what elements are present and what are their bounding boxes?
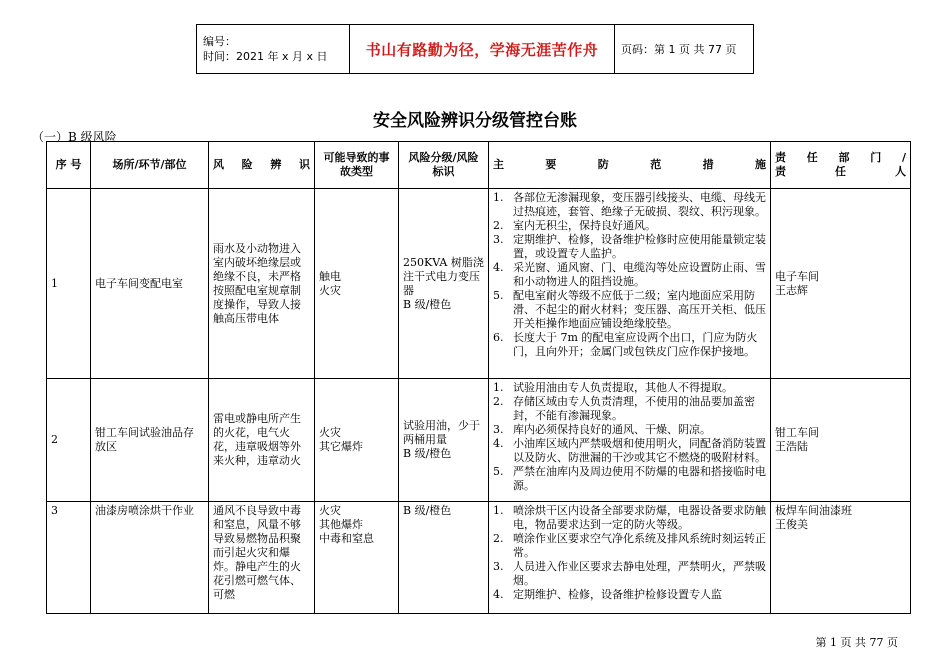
measure-item	[493, 423, 766, 437]
cell-measures	[489, 189, 771, 379]
header-responsible	[771, 142, 911, 189]
document-header	[196, 24, 754, 74]
measure-number: 3.	[493, 233, 504, 246]
measure-item	[493, 437, 766, 465]
measure-number: 4.	[493, 588, 504, 601]
measure-item	[493, 560, 766, 588]
measure-text: 长度大于 7m 的配电室应设两个出口，门应为防火门，且向外开；金属门或包铁皮门应作保护接地。	[513, 331, 758, 358]
measures-list	[493, 381, 766, 493]
risk-level: 试验用油，少于两桶用量	[403, 419, 480, 446]
page-footer: 第 1 页 共 77 页	[815, 636, 898, 649]
cell-risk: 通风不良导致中毒和窒息，风量不够导致易燃物品积聚而引起火灾和爆炸。静电产生的火花引燃可燃气体、可燃	[209, 502, 315, 614]
accident-type: 火灾	[319, 283, 341, 297]
cell-accident	[315, 189, 399, 379]
measure-number: 4.	[493, 261, 504, 274]
measure-text: 试验用油由专人负责提取，其他人不得提取。	[513, 381, 733, 394]
motto: 书山有路勤为径，学海无涯苦作舟	[350, 25, 615, 74]
table-row	[47, 502, 911, 614]
measure-text: 严禁在油库内及周边使用不防爆的电器和搭接临时电源。	[513, 465, 766, 492]
cell-place: 电子车间变配电室	[91, 189, 209, 379]
measure-item	[493, 588, 766, 602]
measure-item	[493, 381, 766, 395]
accident-type: 火灾	[319, 426, 341, 439]
cell-level	[399, 502, 489, 614]
cell-no: 3	[47, 502, 91, 614]
measure-item	[493, 261, 766, 289]
table-row	[47, 379, 911, 502]
cell-risk: 雷电或静电所产生的火花，电气火花，违章吸烟等外来火种，违章动火	[209, 379, 315, 502]
measure-item	[493, 331, 766, 359]
code-label: 编号：	[203, 35, 236, 48]
cell-place: 油漆房喷涂烘干作业	[91, 502, 209, 614]
risk-ledger-table	[46, 141, 911, 614]
cell-risk: 雨水及小动物进入室内破坏绝缘层或绝缘不良，未严格按照配电室规章制度操作，导致人接触高压带电体	[209, 189, 315, 379]
measure-item	[493, 219, 766, 233]
risk-level: B 级/橙色	[403, 447, 452, 460]
header-measures: 主 要 防 范 措 施	[489, 142, 771, 189]
page-label: 页码：第 1 页 共 77 页	[615, 25, 754, 74]
responsible-person: 王浩陆	[775, 440, 808, 453]
measure-number: 5.	[493, 289, 504, 302]
header-resp-line2: 责 任 人	[775, 165, 906, 178]
measure-number: 1.	[493, 504, 504, 517]
cell-accident	[315, 379, 399, 502]
measure-item	[493, 465, 766, 493]
cell-place: 钳工车间试验油品存放区	[91, 379, 209, 502]
responsible-dept: 板焊车间油漆班	[775, 504, 852, 517]
accident-type: 其他爆炸	[319, 518, 363, 531]
measure-text: 人员进入作业区要求去静电处理，严禁明火，严禁吸烟。	[513, 560, 766, 587]
cell-no: 1	[47, 189, 91, 379]
accident-type: 中毒和窒息	[319, 532, 374, 545]
responsible-dept: 钳工车间	[775, 426, 819, 439]
measure-number: 6.	[493, 331, 504, 344]
table-row	[47, 189, 911, 379]
header-left	[197, 25, 350, 74]
measure-number: 5.	[493, 465, 504, 478]
measure-text: 存储区域由专人负责清理，不使用的油品要加盖密封，不能有渗漏现象。	[513, 395, 755, 422]
header-risk: 风 险 辨 识	[209, 142, 315, 189]
measure-item	[493, 289, 766, 331]
cell-responsible	[771, 379, 911, 502]
header-accident: 可能导致的事故类型	[315, 142, 399, 189]
measure-text: 采光窗、通风窗、门、电缆沟等处应设置防止雨、雪和小动物进人的阻挡设施。	[513, 261, 766, 288]
table-header-row	[47, 142, 911, 189]
header-level: 风险分级/风险标识	[399, 142, 489, 189]
measures-list	[493, 191, 766, 359]
cell-level	[399, 189, 489, 379]
page-title: 安全风险辨识分级管控台账	[373, 111, 577, 131]
header-no: 序 号	[47, 142, 91, 189]
measure-number: 1.	[493, 191, 504, 204]
cell-level	[399, 379, 489, 502]
measure-item	[493, 532, 766, 560]
date-label: 时间：2021 年 x 月 x 日	[203, 50, 328, 63]
measure-number: 4.	[493, 437, 504, 450]
cell-no: 2	[47, 379, 91, 502]
responsible-person: 王志辉	[775, 283, 808, 297]
cell-accident	[315, 502, 399, 614]
measure-number: 2.	[493, 395, 504, 408]
accident-type: 触电	[319, 269, 341, 283]
measure-item	[493, 504, 766, 532]
measure-item	[493, 395, 766, 423]
measure-text: 喷涂作业区要求空气净化系统及排风系统时刻运转正常。	[513, 532, 766, 559]
measure-text: 小油库区域内严禁吸烟和使用明火，同配备消防装置以及防火、防泄漏的干沙或其它不燃烧的吸附材料。	[513, 437, 766, 464]
risk-level: B 级/橙色	[403, 297, 452, 311]
risk-level: 250KVA 树脂浇注干式电力变压器	[403, 255, 484, 297]
measure-text: 喷涂烘干区内设备全部要求防爆，电器设备要求防触电，物品要求达到一定的防火等级。	[513, 504, 766, 531]
measure-text: 定期维护、检修，设备维护检修设置专人监	[513, 588, 722, 601]
measure-number: 2.	[493, 219, 504, 232]
header-resp-line1: 责 任 部 门 /	[775, 151, 906, 164]
cell-measures	[489, 502, 771, 614]
measure-number: 3.	[493, 560, 504, 573]
cell-measures	[489, 379, 771, 502]
measure-number: 2.	[493, 532, 504, 545]
risk-level: B 级/橙色	[403, 504, 452, 517]
header-place: 场所/环节/部位	[91, 142, 209, 189]
measure-number: 3.	[493, 423, 504, 436]
measure-number: 1.	[493, 381, 504, 394]
cell-responsible	[771, 502, 911, 614]
measure-text: 室内无积尘，保持良好通风。	[513, 219, 656, 232]
measure-text: 配电室耐火等级不应低于二级；室内地面应采用防滑、不起尘的耐火材料；变压器、高压开关柜、低压开关柜操作地面应铺设绝缘胶垫。	[513, 289, 766, 330]
measure-text: 各部位无渗漏现象，变压器引线接头、电缆、母线无过热痕迹，套管、绝缘子无破损、裂纹、积污现象。	[513, 191, 766, 218]
measures-list	[493, 504, 766, 602]
responsible-person: 王俊美	[775, 518, 808, 531]
measure-item	[493, 233, 766, 261]
measure-text: 库内必须保持良好的通风、干燥、阴凉。	[513, 423, 711, 436]
measure-text: 定期维护、检修，设备维护检修时应使用能量锁定装置，或设置专人监护。	[513, 233, 766, 260]
section-subtitle: （一）B 级风险	[32, 130, 117, 144]
measure-item	[493, 191, 766, 219]
accident-type: 其它爆炸	[319, 440, 363, 453]
cell-responsible	[771, 189, 911, 379]
accident-type: 火灾	[319, 504, 341, 517]
responsible-dept: 电子车间	[775, 269, 819, 283]
